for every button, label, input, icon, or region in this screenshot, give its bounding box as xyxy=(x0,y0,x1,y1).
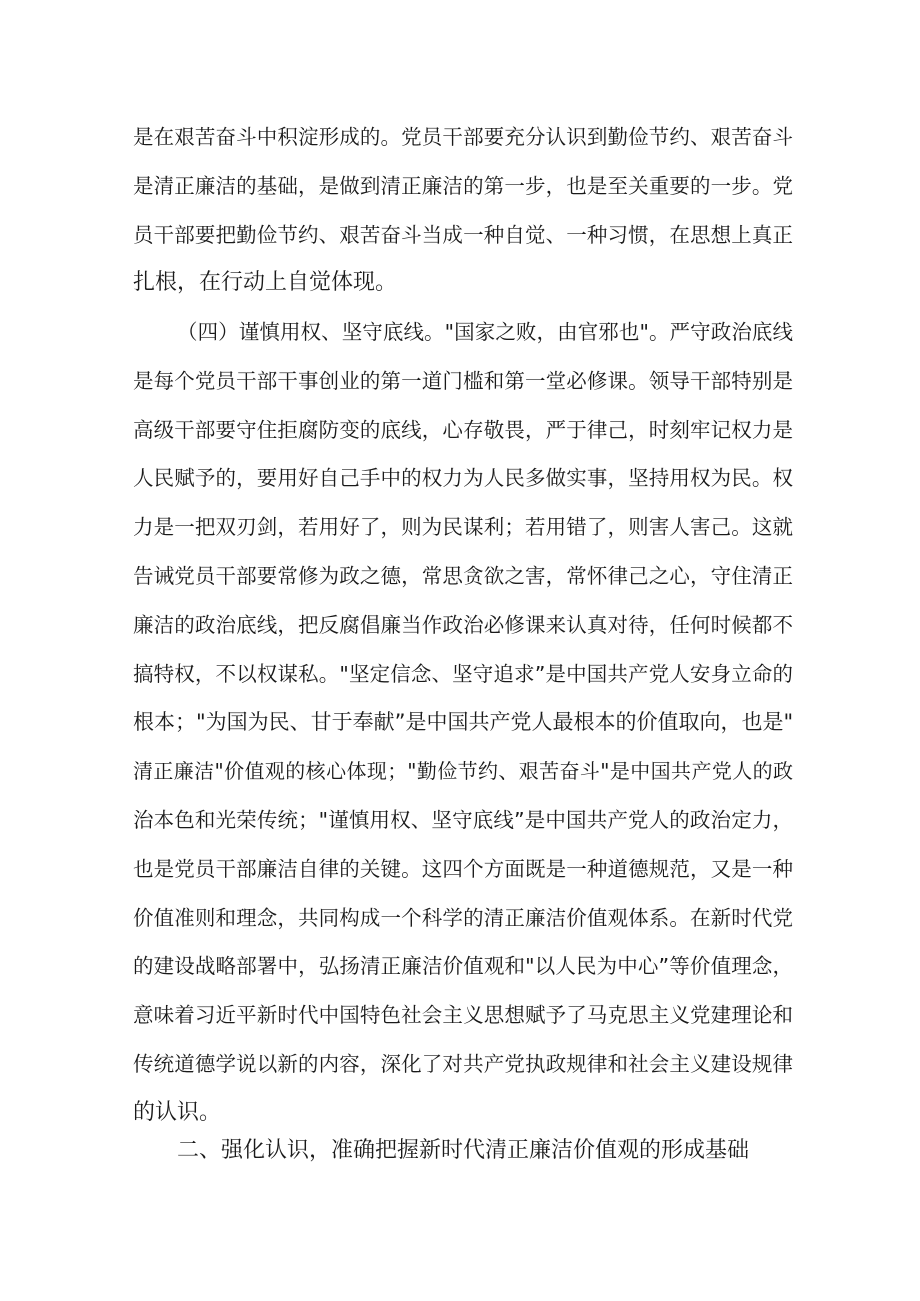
text-line: 告诫党员干部要常修为政之德，常思贪欲之害，常怀律己之心，守住清正 xyxy=(133,563,793,588)
text-line: 是清正廉洁的基础，是做到清正廉洁的第一步，也是至关重要的一步。党 xyxy=(133,173,793,198)
text-line: 清正廉洁"价值观的核心体现；"勤俭节约、艰苦奋斗"是中国共产党人的政 xyxy=(133,759,793,784)
text-line: 价值准则和理念，共同构成一个科学的清正廉洁价值观体系。在新时代党 xyxy=(133,905,793,930)
paragraph-section-four xyxy=(133,308,793,1138)
text-line: 意味着习近平新时代中国特色社会主义思想赋予了马克思主义党建理论和 xyxy=(133,1003,793,1028)
text-line: 人民赋予的，要用好自己手中的权力为人民多做实事，坚持用权为民。权 xyxy=(133,466,793,491)
text-line: 也是党员干部廉洁自律的关键。这四个方面既是一种道德规范，又是一种 xyxy=(133,856,793,881)
text-line: 力是一把双刃剑，若用好了，则为民谋利；若用错了，则害人害己。这就 xyxy=(133,515,793,540)
text-line: 的建设战略部署中，弘扬清正廉洁价值观和"以人民为中心”等价值理念， xyxy=(133,954,793,979)
text-line: 传统道德学说以新的内容，深化了对共产党执政规律和社会主义建设规律 xyxy=(133,1051,793,1076)
text-line: （四）谨慎用权、坚守底线。"国家之败，由官邪也"。严守政治底线 xyxy=(177,320,793,344)
text-line: 搞特权，不以权谋私。"坚定信念、坚守追求”是中国共产党人安身立命的 xyxy=(133,661,793,686)
text-line: 是在艰苦奋斗中积淀形成的。党员干部要充分认识到勤俭节约、艰苦奋斗 xyxy=(133,125,793,149)
text-line: 的认识。 xyxy=(133,1099,222,1125)
heading-line: 二、强化认识，准确把握新时代清正廉洁价值观的形成基础 xyxy=(177,1138,750,1163)
text-line: 是每个党员干部干事创业的第一道门槛和第一堂必修课。领导干部特别是 xyxy=(133,368,793,393)
text-line: 扎根，在行动上自觉体现。 xyxy=(133,270,398,296)
text-line: 高级干部要守住拒腐防变的底线，心存敬畏，严于律己，时刻牢记权力是 xyxy=(133,417,793,442)
text-line: 廉洁的政治底线，把反腐倡廉当作政治必修课来认真对待，任何时候都不 xyxy=(133,612,793,637)
text-line: 员干部要把勤俭节约、艰苦奋斗当成一种自觉、一种习惯，在思想上真正 xyxy=(133,222,793,247)
text-line: 治本色和光荣传统；"谨慎用权、坚守底线”是中国共产党人的政治定力， xyxy=(133,807,793,832)
text-line: 根本；"为国为民、甘于奉献”是中国共产党人最根本的价值取向，也是" xyxy=(133,710,794,735)
section-heading xyxy=(133,1127,793,1176)
paragraph-frugality xyxy=(133,113,793,308)
